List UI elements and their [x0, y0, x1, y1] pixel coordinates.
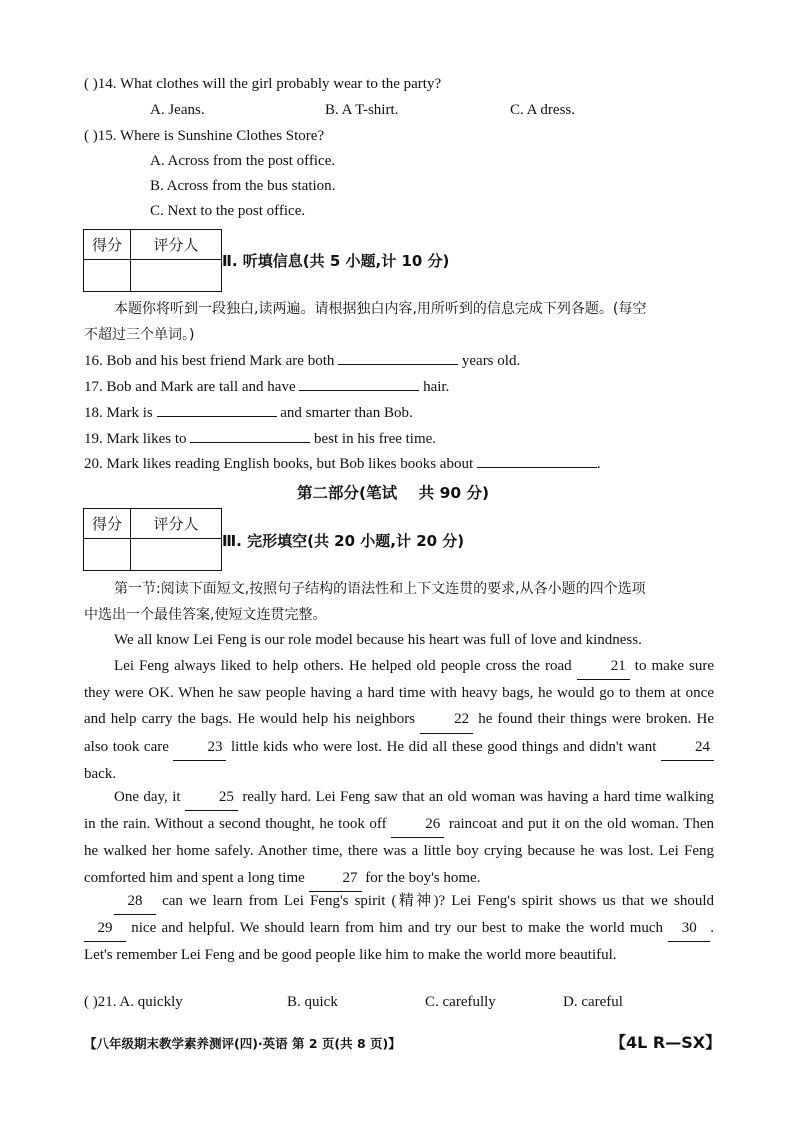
q16 — [84, 352, 520, 370]
q15-option-a: A. Across from the post office. — [150, 153, 336, 169]
section-2-instruction: 本题你将听到一段独白,读两遍。请根据独白内容,用所听到的信息完成下列各题。(每空 — [114, 301, 647, 317]
blank-23[interactable]: 23 — [173, 734, 226, 761]
q21-option-d: D. careful — [563, 994, 623, 1010]
q14-option-c: C. A dress. — [510, 102, 576, 118]
blank-28[interactable]: 28 — [114, 888, 156, 915]
q16-blank[interactable] — [338, 352, 458, 365]
section-3-instruction-cont: 中选出一个最佳答案,使短文连贯完整。 — [84, 607, 327, 623]
passage-text: little kids who were lost. He did all these good things and didn't want — [230, 738, 657, 755]
grader-cell[interactable] — [131, 260, 222, 292]
q19-text: 19. Mark likes to — [84, 431, 187, 447]
passage-text: We all know Lei Feng is our role model because his heart was full of love and kindness. — [114, 632, 642, 648]
q20-text-end: . — [596, 456, 601, 472]
paper-code: 【4L R—SX】 — [610, 1033, 722, 1052]
q17-text: 17. Bob and Mark are tall and have — [84, 379, 296, 395]
passage-paragraph-4 — [84, 888, 714, 969]
q21-option-c: C. carefully — [425, 994, 496, 1010]
grader-label: 评分人 — [131, 230, 222, 260]
passage-text: back. — [84, 765, 117, 782]
passage-paragraph-2 — [84, 653, 714, 787]
score-label: 得分 — [84, 509, 131, 539]
q15-stem: 15. Where is Sunshine Clothes Store? — [97, 128, 325, 144]
q21-option-a: 21. A. quickly — [97, 994, 183, 1010]
score-table — [83, 508, 222, 571]
blank-27[interactable]: 27 — [309, 865, 362, 892]
passage-text: for the boy's home. — [365, 869, 481, 886]
section-3-instruction: 第一节:阅读下面短文,按照句子结构的语法性和上下文连贯的要求,从各小题的四个选项 — [114, 581, 646, 597]
q20-text: 20. Mark likes reading English books, but Bob likes books about — [84, 456, 474, 472]
passage-text: really hard. Lei Feng saw that an old woman was having a hard time walking in the rain. Without a second thought, he took off — [84, 789, 714, 833]
q16-text: 16. Bob and his best friend Mark are both — [84, 353, 335, 369]
grader-cell[interactable] — [131, 539, 222, 571]
q14-stem: 14. What clothes will the girl probably wear to the party? — [97, 76, 442, 92]
q20-blank[interactable] — [477, 455, 597, 468]
passage-paragraph-1 — [84, 627, 714, 653]
q17 — [84, 378, 449, 396]
score-cell[interactable] — [84, 539, 131, 571]
section-2-title: Ⅱ. 听填信息(共 5 小题,计 10 分) — [222, 252, 450, 270]
q15-option-b: B. Across from the bus station. — [150, 178, 336, 194]
q21-line — [84, 994, 183, 1011]
q21-option-b: B. quick — [287, 994, 338, 1010]
score-cell[interactable] — [84, 260, 131, 292]
q17-text-end: hair. — [423, 379, 450, 395]
q15-option-c: C. Next to the post office. — [150, 203, 306, 219]
passage-text: he found their things were broken. He also took care — [84, 711, 714, 755]
q19-blank[interactable] — [190, 430, 310, 443]
q19-text-end: best in his free time. — [314, 431, 437, 447]
q18-text-end: and smarter than Bob. — [280, 405, 413, 421]
passage-text: One day, it — [114, 789, 181, 805]
grader-label: 评分人 — [131, 509, 222, 539]
q14-stem-line — [84, 76, 441, 93]
passage-text: raincoat and put it on the old woman. Then he walked her home safely. Another time, there was a little boy crying because he was lost. Lei Feng comforted him and spent a long time — [84, 816, 714, 886]
passage-text: can we learn from Lei Feng's spirit (精神)? Lei Feng's spirit shows us that we should — [162, 893, 715, 909]
passage-text: Lei Feng always liked to help others. He helped old people cross the road — [114, 658, 572, 674]
passage-text: . Let's remember Lei Feng and be good people like him to make the world more beautiful. — [84, 920, 715, 964]
blank-25[interactable]: 25 — [185, 784, 238, 811]
passage-paragraph-3 — [84, 784, 714, 892]
q16-text-end: years old. — [461, 353, 521, 369]
page-footer-info: 【八年级期末教学素养测评(四)·英语 第 2 页(共 8 页)】 — [84, 1036, 401, 1051]
q20 — [84, 455, 601, 473]
q18 — [84, 404, 413, 422]
blank-30[interactable]: 30 — [668, 915, 710, 942]
section-2-instruction-cont: 不超过三个单词。) — [84, 327, 195, 343]
blank-21[interactable]: 21 — [577, 653, 630, 680]
part-2-title: 第二部分(笔试 共 90 分) — [297, 484, 490, 502]
answer-paren: ( ) — [84, 128, 98, 144]
q14-option-a: A. Jeans. — [150, 102, 205, 118]
score-label: 得分 — [84, 230, 131, 260]
q15-stem-line — [84, 128, 324, 145]
q18-text: 18. Mark is — [84, 405, 153, 421]
passage-text: to make sure they were OK. When he saw people having a hard time with heavy bags, he would go to them at once and help carry the bags. He would help his neighbors — [84, 658, 715, 728]
q17-blank[interactable] — [299, 378, 419, 391]
blank-26[interactable]: 26 — [391, 811, 444, 838]
blank-22[interactable]: 22 — [420, 706, 473, 733]
score-table — [83, 229, 222, 292]
q18-blank[interactable] — [157, 404, 277, 417]
answer-paren: ( ) — [84, 994, 98, 1010]
blank-29[interactable]: 29 — [84, 915, 126, 942]
section-3-title: Ⅲ. 完形填空(共 20 小题,计 20 分) — [222, 532, 465, 550]
q14-option-b: B. A T-shirt. — [325, 102, 399, 118]
blank-24[interactable]: 24 — [661, 734, 714, 761]
q19 — [84, 430, 436, 448]
answer-paren: ( ) — [84, 76, 98, 92]
passage-text: nice and helpful. We should learn from him and try our best to make the world much — [131, 920, 664, 937]
